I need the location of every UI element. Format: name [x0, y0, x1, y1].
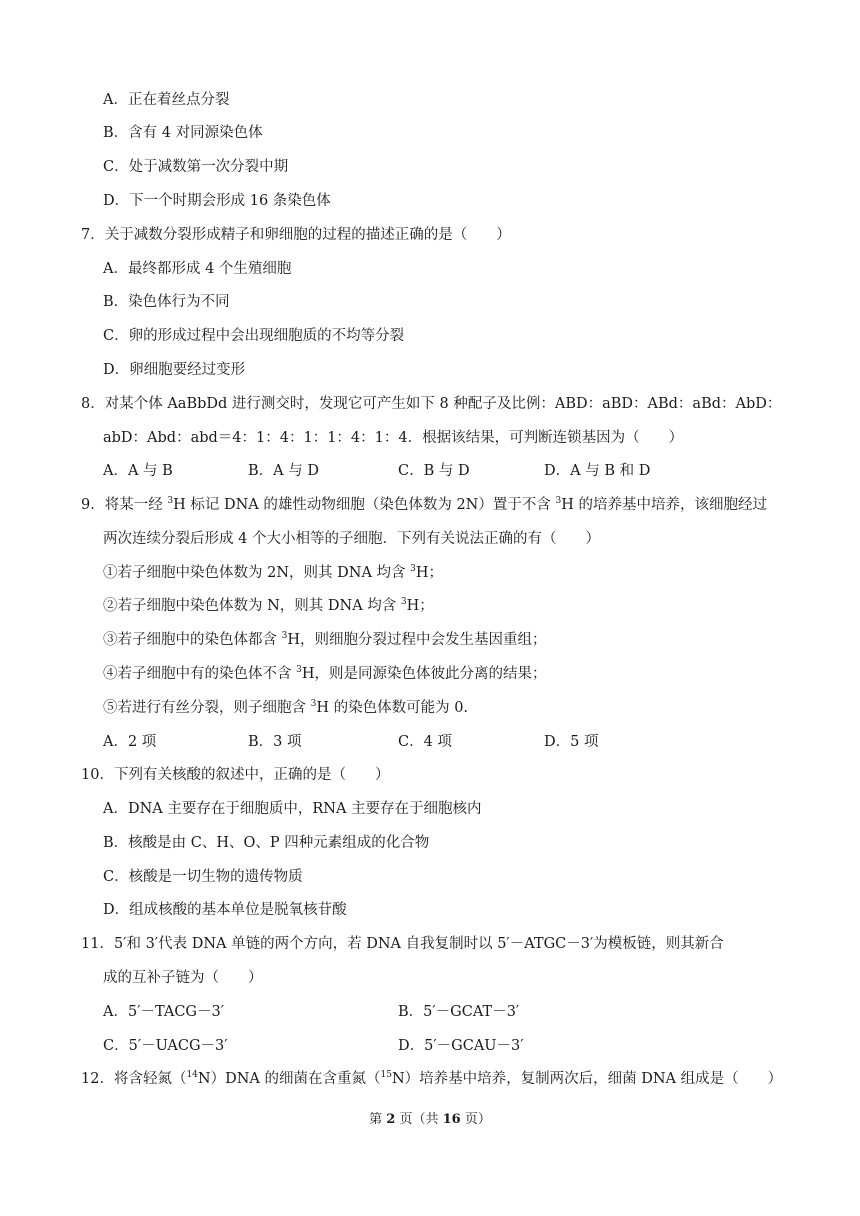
q7-stem: 7．关于减数分裂形成精子和卵细胞的过程的描述正确的是（ ）	[81, 227, 511, 243]
q9-option-b: B．3 项	[248, 734, 302, 750]
q8-stem-line2: abD：Abd：abd＝4：1：4：1：1：4：1：4．根据该结果，可判断连锁基因为（ ）	[103, 430, 684, 446]
page-number: 2	[386, 1112, 396, 1127]
q7-option-b: B．染色体行为不同	[103, 294, 230, 310]
q8-stem-line1: 8．对某个体 AaBbDd 进行测交时，发现它可产生如下 8 种配子及比例：ABD：aBD：ABd：aBd：AbD：	[81, 396, 782, 412]
q9-option-c: C．4 项	[398, 734, 452, 750]
q8-option-d: D．A 与 B 和 D	[544, 463, 651, 479]
q10-option-b: B．核酸是由 C、H、O、P 四种元素组成的化合物	[103, 835, 430, 851]
q10-option-c: C．核酸是一切生物的遗传物质	[103, 869, 303, 885]
q8-option-c: C．B 与 D	[398, 463, 470, 479]
q11-option-d: D．5′－GCAU－3′	[398, 1038, 524, 1054]
q9-statement-4: ④若子细胞中有的染色体不含 $^3$H，则是同源染色体彼此分离的结果；	[103, 665, 547, 682]
q7-option-c: C．卵的形成过程中会出现细胞质的不均等分裂	[103, 328, 405, 344]
q10-option-d: D．组成核酸的基本单位是脱氧核苷酸	[103, 902, 347, 918]
q12-stem: 12．将含轻氮（$^{14}$N）DNA 的细菌在含重氮（$^{15}$N）培养基中培养，复制两次后，细菌 DNA 组成是（ ）	[81, 1070, 783, 1087]
q8-option-b: B．A 与 D	[248, 463, 319, 479]
q11-option-b: B．5′－GCAT－3′	[398, 1004, 520, 1020]
q10-stem: 10．下列有关核酸的叙述中，正确的是（ ）	[81, 767, 390, 783]
q9-statement-1: ①若子细胞中染色体数为 2N，则其 DNA 均含 $^3$H；	[103, 564, 444, 581]
q11-stem-line2: 成的互补子链为（ ）	[103, 970, 263, 986]
q9-statement-2: ②若子细胞中染色体数为 N，则其 DNA 均含 $^3$H；	[103, 597, 434, 614]
page-footer: 第 2 页（共 16 页）	[369, 1112, 491, 1127]
q11-stem-line1: 11．5′和 3′代表 DNA 单链的两个方向，若 DNA 自我复制时以 5′－ATGC－3′为模板链，则其新合	[81, 936, 724, 952]
q9-statement-3: ③若子细胞中的染色体都含 $^3$H，则细胞分裂过程中会发生基因重组；	[103, 631, 547, 648]
q10-option-a: A．DNA 主要存在于细胞质中，RNA 主要存在于细胞核内	[103, 801, 482, 817]
q11-option-a: A．5′－TACG－3′	[103, 1004, 225, 1020]
q6-option-c: C．处于减数第一次分裂中期	[103, 159, 289, 175]
q6-option-a: A．正在着丝点分裂	[103, 92, 230, 108]
q6-option-b: B．含有 4 对同源染色体	[103, 125, 263, 141]
q6-option-d: D．下一个时期会形成 16 条染色体	[103, 193, 331, 209]
q8-option-a: A．A 与 B	[103, 463, 173, 479]
q9-stem-line2: 两次连续分裂后形成 4 个大小相等的子细胞．下列有关说法正确的有（ ）	[103, 531, 600, 547]
q9-stem-line1: 9．将某一经 $^3$H 标记 DNA 的雄性动物细胞（染色体数为 2N）置于不含 $^3$H 的培养基中培养，该细胞经过	[81, 496, 767, 513]
total-pages: 16	[442, 1112, 461, 1127]
q7-option-a: A．最终都形成 4 个生殖细胞	[103, 261, 292, 277]
q11-option-c: C．5′－UACG－3′	[103, 1038, 228, 1054]
q9-option-d: D．5 项	[544, 734, 599, 750]
q9-statement-5: ⑤若进行有丝分裂，则子细胞含 $^3$H 的染色体数可能为 0.	[103, 699, 469, 716]
q9-option-a: A．2 项	[103, 734, 157, 750]
q7-option-d: D．卵细胞要经过变形	[103, 362, 246, 378]
